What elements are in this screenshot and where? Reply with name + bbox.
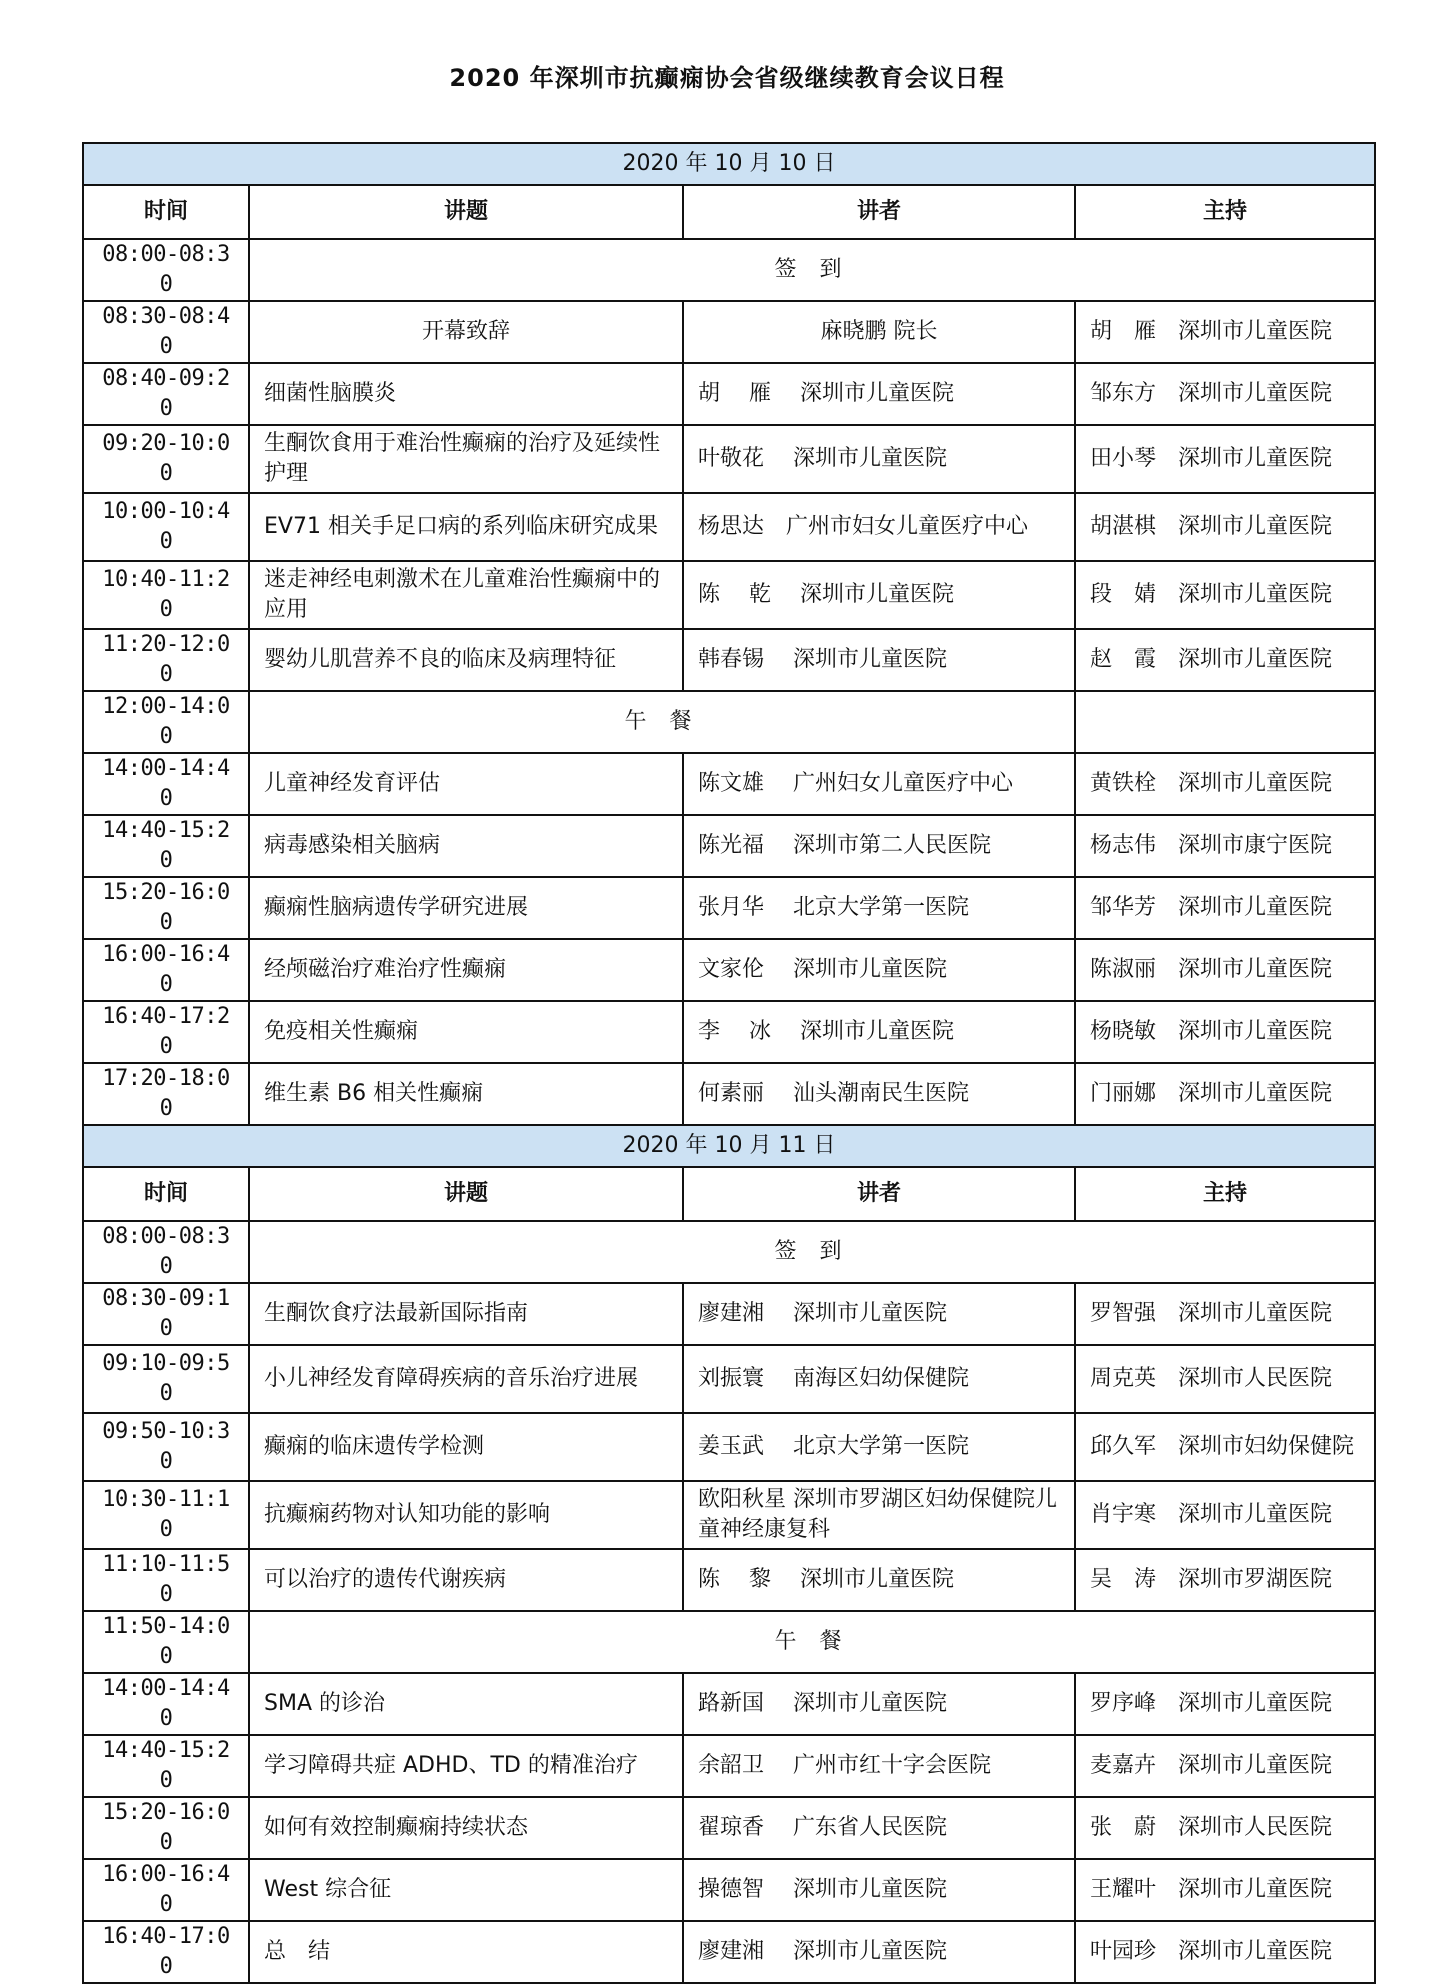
speaker-cell: 陈 黎 深圳市儿童医院	[683, 1549, 1075, 1611]
host-cell: 周克英 深圳市人民医院	[1075, 1345, 1375, 1413]
topic-cell: 迷走神经电刺激术在儿童难治性癫痫中的应用	[249, 561, 683, 629]
time-cell: 10:00-10:40	[83, 493, 249, 561]
host-cell: 胡湛棋 深圳市儿童医院	[1075, 493, 1375, 561]
speaker-cell: 余韶卫 广州市红十字会医院	[683, 1735, 1075, 1797]
table-row	[83, 1221, 1375, 1283]
time-cell: 16:00-16:40	[83, 939, 249, 1001]
day-header-row	[83, 143, 1375, 185]
span-cell: 午 餐	[249, 691, 1075, 753]
document-title: 2020 年深圳市抗癫痫协会省级继续教育会议日程	[449, 64, 1005, 92]
day-date: 2020 年 10 月 11 日	[83, 1125, 1375, 1167]
host-cell	[1075, 691, 1375, 753]
time-cell: 16:40-17:20	[83, 1001, 249, 1063]
column-header-row	[83, 1167, 1375, 1221]
host-cell: 田小琴 深圳市儿童医院	[1075, 425, 1375, 493]
speaker-cell: 姜玉武 北京大学第一医院	[683, 1413, 1075, 1481]
time-cell: 14:00-14:40	[83, 753, 249, 815]
table-row	[83, 493, 1375, 561]
topic-cell: 生酮饮食疗法最新国际指南	[249, 1283, 683, 1345]
time-cell: 14:40-15:20	[83, 815, 249, 877]
topic-cell: 经颅磁治疗难治疗性癫痫	[249, 939, 683, 1001]
host-cell: 罗智强 深圳市儿童医院	[1075, 1283, 1375, 1345]
speaker-cell: 杨思达 广州市妇女儿童医疗中心	[683, 493, 1075, 561]
speaker-cell: 李 冰 深圳市儿童医院	[683, 1001, 1075, 1063]
time-cell: 10:30-11:10	[83, 1481, 249, 1549]
host-cell: 叶园珍 深圳市儿童医院	[1075, 1921, 1375, 1983]
host-cell: 张 蔚 深圳市人民医院	[1075, 1797, 1375, 1859]
speaker-cell: 陈 乾 深圳市儿童医院	[683, 561, 1075, 629]
table-row	[83, 1797, 1375, 1859]
host-cell: 肖宇寒 深圳市儿童医院	[1075, 1481, 1375, 1549]
speaker-cell: 廖建湘 深圳市儿童医院	[683, 1283, 1075, 1345]
time-cell: 16:40-17:00	[83, 1921, 249, 1983]
column-header-row	[83, 185, 1375, 239]
topic-cell: 学习障碍共症 ADHD、TD 的精准治疗	[249, 1735, 683, 1797]
day-header-row	[83, 1125, 1375, 1167]
speaker-cell: 路新国 深圳市儿童医院	[683, 1673, 1075, 1735]
topic-cell: EV71 相关手足口病的系列临床研究成果	[249, 493, 683, 561]
time-cell: 08:30-08:40	[83, 301, 249, 363]
table-row	[83, 877, 1375, 939]
speaker-cell: 操德智 深圳市儿童医院	[683, 1859, 1075, 1921]
topic-cell: 癫痫的临床遗传学检测	[249, 1413, 683, 1481]
header-time: 时间	[83, 185, 249, 239]
topic-cell: 细菌性脑膜炎	[249, 363, 683, 425]
topic-cell: 抗癫痫药物对认知功能的影响	[249, 1481, 683, 1549]
topic-cell: 生酮饮食用于难治性癫痫的治疗及延续性护理	[249, 425, 683, 493]
span-cell: 签 到	[249, 239, 1375, 301]
time-cell: 08:40-09:20	[83, 363, 249, 425]
header-topic: 讲题	[249, 185, 683, 239]
table-row	[83, 1859, 1375, 1921]
time-cell: 15:20-16:00	[83, 1797, 249, 1859]
speaker-cell: 何素丽 汕头潮南民生医院	[683, 1063, 1075, 1125]
topic-cell: 开幕致辞	[249, 301, 683, 363]
topic-cell: West 综合征	[249, 1859, 683, 1921]
speaker-cell: 欧阳秋星 深圳市罗湖区妇幼保健院儿童神经康复科	[683, 1481, 1075, 1549]
time-cell: 14:40-15:20	[83, 1735, 249, 1797]
speaker-cell: 陈光福 深圳市第二人民医院	[683, 815, 1075, 877]
table-row	[83, 1673, 1375, 1735]
host-cell: 邹东方 深圳市儿童医院	[1075, 363, 1375, 425]
time-cell: 14:00-14:40	[83, 1673, 249, 1735]
speaker-cell: 陈文雄 广州妇女儿童医疗中心	[683, 753, 1075, 815]
speaker-cell: 文家伦 深圳市儿童医院	[683, 939, 1075, 1001]
speaker-cell: 麻晓鹏 院长	[683, 301, 1075, 363]
table-row	[83, 425, 1375, 493]
table-row	[83, 691, 1375, 753]
table-row	[83, 629, 1375, 691]
table-row	[83, 1283, 1375, 1345]
header-host: 主持	[1075, 185, 1375, 239]
host-cell: 门丽娜 深圳市儿童医院	[1075, 1063, 1375, 1125]
time-cell: 15:20-16:00	[83, 877, 249, 939]
topic-cell: 可以治疗的遗传代谢疾病	[249, 1549, 683, 1611]
table-row	[83, 1921, 1375, 1983]
table-row	[83, 1345, 1375, 1413]
host-cell: 麦嘉卉 深圳市儿童医院	[1075, 1735, 1375, 1797]
time-cell: 11:10-11:50	[83, 1549, 249, 1611]
speaker-cell: 廖建湘 深圳市儿童医院	[683, 1921, 1075, 1983]
host-cell: 黄铁栓 深圳市儿童医院	[1075, 753, 1375, 815]
table-row	[83, 815, 1375, 877]
table-row	[83, 561, 1375, 629]
host-cell: 杨志伟 深圳市康宁医院	[1075, 815, 1375, 877]
table-row	[83, 1413, 1375, 1481]
time-cell: 17:20-18:00	[83, 1063, 249, 1125]
header-time: 时间	[83, 1167, 249, 1221]
host-cell: 段 婧 深圳市儿童医院	[1075, 561, 1375, 629]
speaker-cell: 韩春锡 深圳市儿童医院	[683, 629, 1075, 691]
topic-cell: 儿童神经发育评估	[249, 753, 683, 815]
host-cell: 邹华芳 深圳市儿童医院	[1075, 877, 1375, 939]
topic-cell: 癫痫性脑病遗传学研究进展	[249, 877, 683, 939]
host-cell: 邱久军 深圳市妇幼保健院	[1075, 1413, 1375, 1481]
header-speaker: 讲者	[683, 185, 1075, 239]
speaker-cell: 胡 雁 深圳市儿童医院	[683, 363, 1075, 425]
host-cell: 王耀叶 深圳市儿童医院	[1075, 1859, 1375, 1921]
time-cell: 11:50-14:00	[83, 1611, 249, 1673]
topic-cell: 维生素 B6 相关性癫痫	[249, 1063, 683, 1125]
time-cell: 11:20-12:00	[83, 629, 249, 691]
time-cell: 08:00-08:30	[83, 1221, 249, 1283]
table-row	[83, 239, 1375, 301]
table-row	[83, 1549, 1375, 1611]
table-row	[83, 1735, 1375, 1797]
host-cell: 罗序峰 深圳市儿童医院	[1075, 1673, 1375, 1735]
header-topic: 讲题	[249, 1167, 683, 1221]
time-cell: 10:40-11:20	[83, 561, 249, 629]
schedule-table	[82, 142, 1376, 1984]
table-row	[83, 1001, 1375, 1063]
time-cell: 09:20-10:00	[83, 425, 249, 493]
topic-cell: SMA 的诊治	[249, 1673, 683, 1735]
host-cell: 吴 涛 深圳市罗湖医院	[1075, 1549, 1375, 1611]
header-speaker: 讲者	[683, 1167, 1075, 1221]
host-cell: 杨晓敏 深圳市儿童医院	[1075, 1001, 1375, 1063]
topic-cell: 免疫相关性癫痫	[249, 1001, 683, 1063]
table-row	[83, 363, 1375, 425]
speaker-cell: 刘振寰 南海区妇幼保健院	[683, 1345, 1075, 1413]
time-cell: 08:00-08:30	[83, 239, 249, 301]
time-cell: 12:00-14:00	[83, 691, 249, 753]
table-row	[83, 939, 1375, 1001]
topic-cell: 如何有效控制癫痫持续状态	[249, 1797, 683, 1859]
table-row	[83, 1481, 1375, 1549]
topic-cell: 总 结	[249, 1921, 683, 1983]
day-date: 2020 年 10 月 10 日	[83, 143, 1375, 185]
header-host: 主持	[1075, 1167, 1375, 1221]
speaker-cell: 叶敬花 深圳市儿童医院	[683, 425, 1075, 493]
time-cell: 09:10-09:50	[83, 1345, 249, 1413]
host-cell: 胡 雁 深圳市儿童医院	[1075, 301, 1375, 363]
speaker-cell: 张月华 北京大学第一医院	[683, 877, 1075, 939]
topic-cell: 病毒感染相关脑病	[249, 815, 683, 877]
speaker-cell: 翟琼香 广东省人民医院	[683, 1797, 1075, 1859]
table-row	[83, 1063, 1375, 1125]
span-cell: 午 餐	[249, 1611, 1375, 1673]
host-cell: 陈淑丽 深圳市儿童医院	[1075, 939, 1375, 1001]
table-row	[83, 301, 1375, 363]
time-cell: 09:50-10:30	[83, 1413, 249, 1481]
table-row	[83, 753, 1375, 815]
time-cell: 16:00-16:40	[83, 1859, 249, 1921]
topic-cell: 婴幼儿肌营养不良的临床及病理特征	[249, 629, 683, 691]
time-cell: 08:30-09:10	[83, 1283, 249, 1345]
host-cell: 赵 霞 深圳市儿童医院	[1075, 629, 1375, 691]
topic-cell: 小儿神经发育障碍疾病的音乐治疗进展	[249, 1345, 683, 1413]
table-row	[83, 1611, 1375, 1673]
span-cell: 签 到	[249, 1221, 1375, 1283]
